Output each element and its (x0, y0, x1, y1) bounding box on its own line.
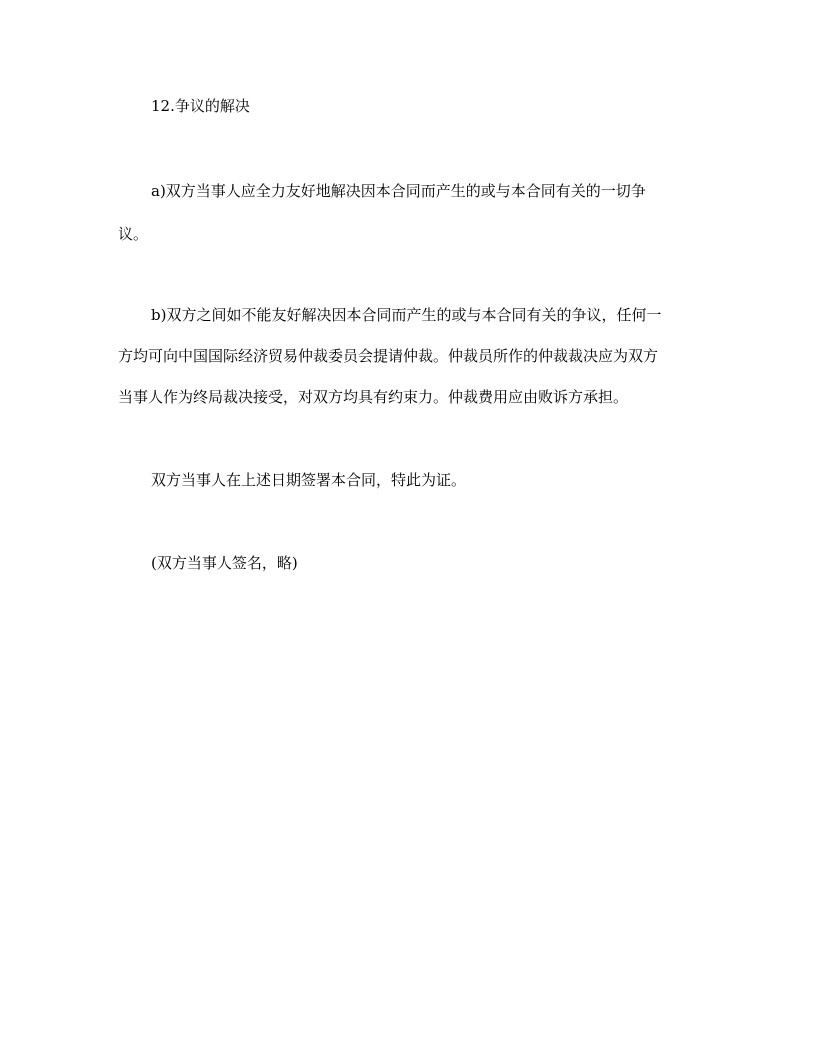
closing-statement: 双方当事人在上述日期签署本合同，特此为证。 (151, 471, 467, 489)
clause-a-line-2: 议。 (118, 225, 149, 243)
clause-b-line-2: 方均可向中国国际经济贸易仲裁委员会提请仲裁。仲裁员所作的仲裁裁决应为双方 (118, 347, 659, 365)
clause-b-line-3: 当事人作为终局裁决接受，对双方均具有约束力。仲裁费用应由败诉方承担。 (118, 388, 629, 406)
clause-a-line-1: a)双方当事人应全力友好地解决因本合同而产生的或与本合同有关的一切争 (151, 182, 646, 200)
section-heading: 12.争议的解决 (151, 97, 250, 115)
signature-note: (双方当事人签名，略) (151, 554, 298, 572)
clause-b-line-1: b)双方之间如不能友好解决因本合同而产生的或与本合同有关的争议，任何一 (151, 306, 662, 324)
